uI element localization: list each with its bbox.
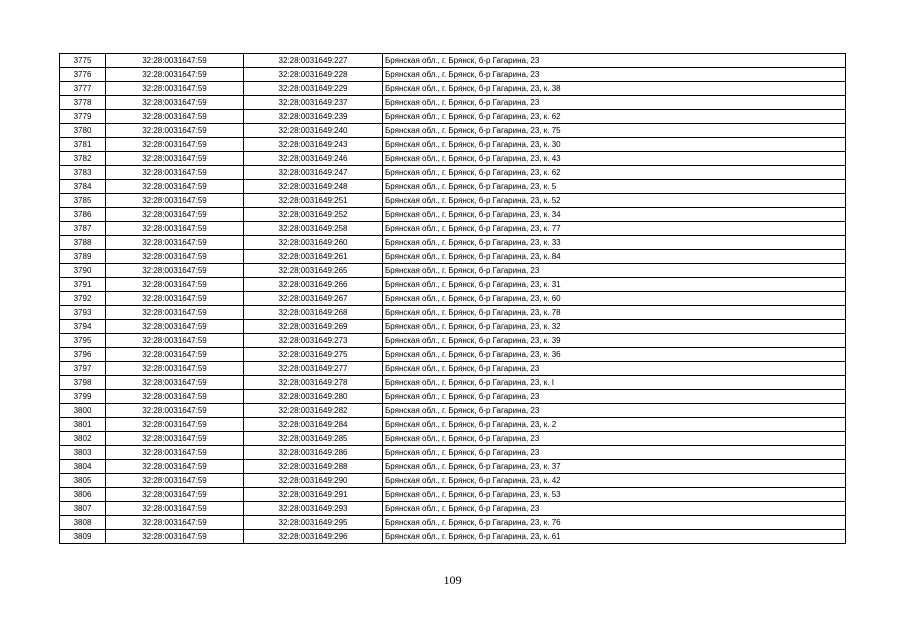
address-cell: Брянская обл., г. Брянск, б-р Гагарина, 23, к. 52 (383, 194, 846, 208)
address-cell: Брянская обл., г. Брянск, б-р Гагарина, 23, к. 61 (383, 530, 846, 544)
cadastral-number-cell: 32:28:0031649:293 (244, 502, 383, 516)
cadastral-number-cell: 32:28:0031649:284 (244, 418, 383, 432)
parent-cadastral-number-cell: 32:28:0031647:59 (106, 264, 244, 278)
address-cell: Брянская обл., г. Брянск, б-р Гагарина, 23, к. 33 (383, 236, 846, 250)
parent-cadastral-number-cell: 32:28:0031647:59 (106, 474, 244, 488)
table-row (60, 418, 846, 432)
cadastral-number-cell: 32:28:0031649:260 (244, 236, 383, 250)
address-cell: Брянская обл., г. Брянск, б-р Гагарина, 23, к. 5 (383, 180, 846, 194)
address-cell: Брянская обл., г. Брянск, б-р Гагарина, 23, к. 75 (383, 124, 846, 138)
cadastral-number-cell: 32:28:0031649:266 (244, 278, 383, 292)
table-row (60, 166, 846, 180)
row-number-cell: 3788 (60, 236, 106, 250)
parent-cadastral-number-cell: 32:28:0031647:59 (106, 96, 244, 110)
address-cell: Брянская обл., г. Брянск, б-р Гагарина, 23, к. 53 (383, 488, 846, 502)
address-cell: Брянская обл., г. Брянск, б-р Гагарина, 23, к. 62 (383, 110, 846, 124)
address-cell: Брянская обл., г. Брянск, б-р Гагарина, 23 (383, 264, 846, 278)
address-cell: Брянская обл., г. Брянск, б-р Гагарина, 23, к. 36 (383, 348, 846, 362)
row-number-cell: 3799 (60, 390, 106, 404)
address-cell: Брянская обл., г. Брянск, б-р Гагарина, 23, к. 78 (383, 306, 846, 320)
cadastral-number-cell: 32:28:0031649:267 (244, 292, 383, 306)
cadastral-number-cell: 32:28:0031649:239 (244, 110, 383, 124)
address-cell: Брянская обл., г. Брянск, б-р Гагарина, 23, к. 31 (383, 278, 846, 292)
parent-cadastral-number-cell: 32:28:0031647:59 (106, 432, 244, 446)
table-row (60, 432, 846, 446)
table-row (60, 208, 846, 222)
address-cell: Брянская обл., г. Брянск, б-р Гагарина, 23, к. 39 (383, 334, 846, 348)
table-row (60, 320, 846, 334)
row-number-cell: 3800 (60, 404, 106, 418)
cadastral-number-cell: 32:28:0031649:282 (244, 404, 383, 418)
cadastral-number-cell: 32:28:0031649:229 (244, 82, 383, 96)
cadastral-number-cell: 32:28:0031649:296 (244, 530, 383, 544)
table-row (60, 306, 846, 320)
table-row (60, 530, 846, 544)
row-number-cell: 3777 (60, 82, 106, 96)
table-row (60, 68, 846, 82)
row-number-cell: 3778 (60, 96, 106, 110)
address-cell: Брянская обл., г. Брянск, б-р Гагарина, 23, к. 43 (383, 152, 846, 166)
address-cell: Брянская обл., г. Брянск, б-р Гагарина, 23 (383, 404, 846, 418)
row-number-cell: 3806 (60, 488, 106, 502)
address-cell: Брянская обл., г. Брянск, б-р Гагарина, 23, к. 2 (383, 418, 846, 432)
row-number-cell: 3803 (60, 446, 106, 460)
table-row (60, 516, 846, 530)
table-row (60, 82, 846, 96)
table-row (60, 180, 846, 194)
parent-cadastral-number-cell: 32:28:0031647:59 (106, 362, 244, 376)
parent-cadastral-number-cell: 32:28:0031647:59 (106, 516, 244, 530)
parent-cadastral-number-cell: 32:28:0031647:59 (106, 418, 244, 432)
table-row (60, 250, 846, 264)
cadastral-number-cell: 32:28:0031649:240 (244, 124, 383, 138)
parent-cadastral-number-cell: 32:28:0031647:59 (106, 530, 244, 544)
parent-cadastral-number-cell: 32:28:0031647:59 (106, 138, 244, 152)
row-number-cell: 3775 (60, 54, 106, 68)
table-row (60, 348, 846, 362)
row-number-cell: 3798 (60, 376, 106, 390)
cadastral-number-cell: 32:28:0031649:275 (244, 348, 383, 362)
parent-cadastral-number-cell: 32:28:0031647:59 (106, 152, 244, 166)
parent-cadastral-number-cell: 32:28:0031647:59 (106, 236, 244, 250)
cadastral-number-cell: 32:28:0031649:295 (244, 516, 383, 530)
row-number-cell: 3791 (60, 278, 106, 292)
row-number-cell: 3787 (60, 222, 106, 236)
cadastral-number-cell: 32:28:0031649:290 (244, 474, 383, 488)
page-number: 109 (443, 573, 462, 587)
cadastral-number-cell: 32:28:0031649:273 (244, 334, 383, 348)
cadastral-number-cell: 32:28:0031649:243 (244, 138, 383, 152)
parent-cadastral-number-cell: 32:28:0031647:59 (106, 306, 244, 320)
parent-cadastral-number-cell: 32:28:0031647:59 (106, 404, 244, 418)
cadastral-number-cell: 32:28:0031649:268 (244, 306, 383, 320)
table-row (60, 292, 846, 306)
cadastral-number-cell: 32:28:0031649:258 (244, 222, 383, 236)
cadastral-number-cell: 32:28:0031649:280 (244, 390, 383, 404)
table-row (60, 124, 846, 138)
parent-cadastral-number-cell: 32:28:0031647:59 (106, 250, 244, 264)
table-row (60, 502, 846, 516)
row-number-cell: 3779 (60, 110, 106, 124)
cadastral-number-cell: 32:28:0031649:247 (244, 166, 383, 180)
row-number-cell: 3809 (60, 530, 106, 544)
parent-cadastral-number-cell: 32:28:0031647:59 (106, 502, 244, 516)
cadastral-number-cell: 32:28:0031649:252 (244, 208, 383, 222)
address-cell: Брянская обл., г. Брянск, б-р Гагарина, 23, к. 76 (383, 516, 846, 530)
row-number-cell: 3785 (60, 194, 106, 208)
cadastral-number-cell: 32:28:0031649:248 (244, 180, 383, 194)
parent-cadastral-number-cell: 32:28:0031647:59 (106, 376, 244, 390)
row-number-cell: 3793 (60, 306, 106, 320)
row-number-cell: 3786 (60, 208, 106, 222)
row-number-cell: 3783 (60, 166, 106, 180)
address-cell: Брянская обл., г. Брянск, б-р Гагарина, 23, к. 32 (383, 320, 846, 334)
parent-cadastral-number-cell: 32:28:0031647:59 (106, 488, 244, 502)
table-row (60, 474, 846, 488)
row-number-cell: 3776 (60, 68, 106, 82)
row-number-cell: 3805 (60, 474, 106, 488)
table-row (60, 138, 846, 152)
table-row (60, 362, 846, 376)
parent-cadastral-number-cell: 32:28:0031647:59 (106, 320, 244, 334)
row-number-cell: 3808 (60, 516, 106, 530)
parent-cadastral-number-cell: 32:28:0031647:59 (106, 348, 244, 362)
table-row (60, 278, 846, 292)
cadastral-number-cell: 32:28:0031649:291 (244, 488, 383, 502)
address-cell: Брянская обл., г. Брянск, б-р Гагарина, 23 (383, 502, 846, 516)
parent-cadastral-number-cell: 32:28:0031647:59 (106, 390, 244, 404)
cadastral-number-cell: 32:28:0031649:251 (244, 194, 383, 208)
parent-cadastral-number-cell: 32:28:0031647:59 (106, 292, 244, 306)
address-cell: Брянская обл., г. Брянск, б-р Гагарина, 23, к. 38 (383, 82, 846, 96)
parent-cadastral-number-cell: 32:28:0031647:59 (106, 222, 244, 236)
table-row (60, 376, 846, 390)
cadastral-number-cell: 32:28:0031649:237 (244, 96, 383, 110)
address-cell: Брянская обл., г. Брянск, б-р Гагарина, 23 (383, 432, 846, 446)
table-row (60, 110, 846, 124)
row-number-cell: 3792 (60, 292, 106, 306)
parent-cadastral-number-cell: 32:28:0031647:59 (106, 166, 244, 180)
address-cell: Брянская обл., г. Брянск, б-р Гагарина, 23, к. I (383, 376, 846, 390)
address-cell: Брянская обл., г. Брянск, б-р Гагарина, 23, к. 30 (383, 138, 846, 152)
cadastral-number-cell: 32:28:0031649:288 (244, 460, 383, 474)
parent-cadastral-number-cell: 32:28:0031647:59 (106, 68, 244, 82)
table-row (60, 446, 846, 460)
parent-cadastral-number-cell: 32:28:0031647:59 (106, 180, 244, 194)
cadastral-number-cell: 32:28:0031649:286 (244, 446, 383, 460)
row-number-cell: 3807 (60, 502, 106, 516)
table-row (60, 194, 846, 208)
row-number-cell: 3789 (60, 250, 106, 264)
cadastral-number-cell: 32:28:0031649:227 (244, 54, 383, 68)
table-row (60, 54, 846, 68)
address-cell: Брянская обл., г. Брянск, б-р Гагарина, 23 (383, 54, 846, 68)
row-number-cell: 3780 (60, 124, 106, 138)
row-number-cell: 3790 (60, 264, 106, 278)
table-row (60, 264, 846, 278)
row-number-cell: 3795 (60, 334, 106, 348)
address-cell: Брянская обл., г. Брянск, б-р Гагарина, 23 (383, 446, 846, 460)
address-cell: Брянская обл., г. Брянск, б-р Гагарина, 23, к. 77 (383, 222, 846, 236)
address-cell: Брянская обл., г. Брянск, б-р Гагарина, 23, к. 34 (383, 208, 846, 222)
parent-cadastral-number-cell: 32:28:0031647:59 (106, 194, 244, 208)
cadastral-number-cell: 32:28:0031649:265 (244, 264, 383, 278)
table-row (60, 488, 846, 502)
parent-cadastral-number-cell: 32:28:0031647:59 (106, 460, 244, 474)
row-number-cell: 3797 (60, 362, 106, 376)
address-cell: Брянская обл., г. Брянск, б-р Гагарина, 23 (383, 390, 846, 404)
parent-cadastral-number-cell: 32:28:0031647:59 (106, 446, 244, 460)
table-row (60, 460, 846, 474)
row-number-cell: 3782 (60, 152, 106, 166)
row-number-cell: 3784 (60, 180, 106, 194)
address-cell: Брянская обл., г. Брянск, б-р Гагарина, 23, к. 37 (383, 460, 846, 474)
address-cell: Брянская обл., г. Брянск, б-р Гагарина, 23, к. 62 (383, 166, 846, 180)
table-row (60, 222, 846, 236)
parent-cadastral-number-cell: 32:28:0031647:59 (106, 334, 244, 348)
address-cell: Брянская обл., г. Брянск, б-р Гагарина, 23 (383, 362, 846, 376)
parent-cadastral-number-cell: 32:28:0031647:59 (106, 82, 244, 96)
cadastral-number-cell: 32:28:0031649:278 (244, 376, 383, 390)
cadastral-number-cell: 32:28:0031649:285 (244, 432, 383, 446)
cadastral-number-cell: 32:28:0031649:277 (244, 362, 383, 376)
address-cell: Брянская обл., г. Брянск, б-р Гагарина, 23, к. 42 (383, 474, 846, 488)
address-cell: Брянская обл., г. Брянск, б-р Гагарина, 23 (383, 96, 846, 110)
parent-cadastral-number-cell: 32:28:0031647:59 (106, 110, 244, 124)
row-number-cell: 3801 (60, 418, 106, 432)
cadastral-number-cell: 32:28:0031649:269 (244, 320, 383, 334)
parent-cadastral-number-cell: 32:28:0031647:59 (106, 278, 244, 292)
table-row (60, 404, 846, 418)
cadastral-number-cell: 32:28:0031649:246 (244, 152, 383, 166)
row-number-cell: 3794 (60, 320, 106, 334)
address-cell: Брянская обл., г. Брянск, б-р Гагарина, 23, к. 60 (383, 292, 846, 306)
table-row (60, 390, 846, 404)
table-body (60, 54, 846, 544)
cadastral-number-cell: 32:28:0031649:261 (244, 250, 383, 264)
table-row (60, 152, 846, 166)
address-cell: Брянская обл., г. Брянск, б-р Гагарина, 23 (383, 68, 846, 82)
table-row (60, 236, 846, 250)
parent-cadastral-number-cell: 32:28:0031647:59 (106, 208, 244, 222)
cadastral-number-cell: 32:28:0031649:228 (244, 68, 383, 82)
row-number-cell: 3802 (60, 432, 106, 446)
table-row (60, 334, 846, 348)
table-row (60, 96, 846, 110)
row-number-cell: 3796 (60, 348, 106, 362)
address-cell: Брянская обл., г. Брянск, б-р Гагарина, 23, к. 84 (383, 250, 846, 264)
parent-cadastral-number-cell: 32:28:0031647:59 (106, 54, 244, 68)
row-number-cell: 3804 (60, 460, 106, 474)
cadastral-table (59, 53, 846, 544)
row-number-cell: 3781 (60, 138, 106, 152)
parent-cadastral-number-cell: 32:28:0031647:59 (106, 124, 244, 138)
